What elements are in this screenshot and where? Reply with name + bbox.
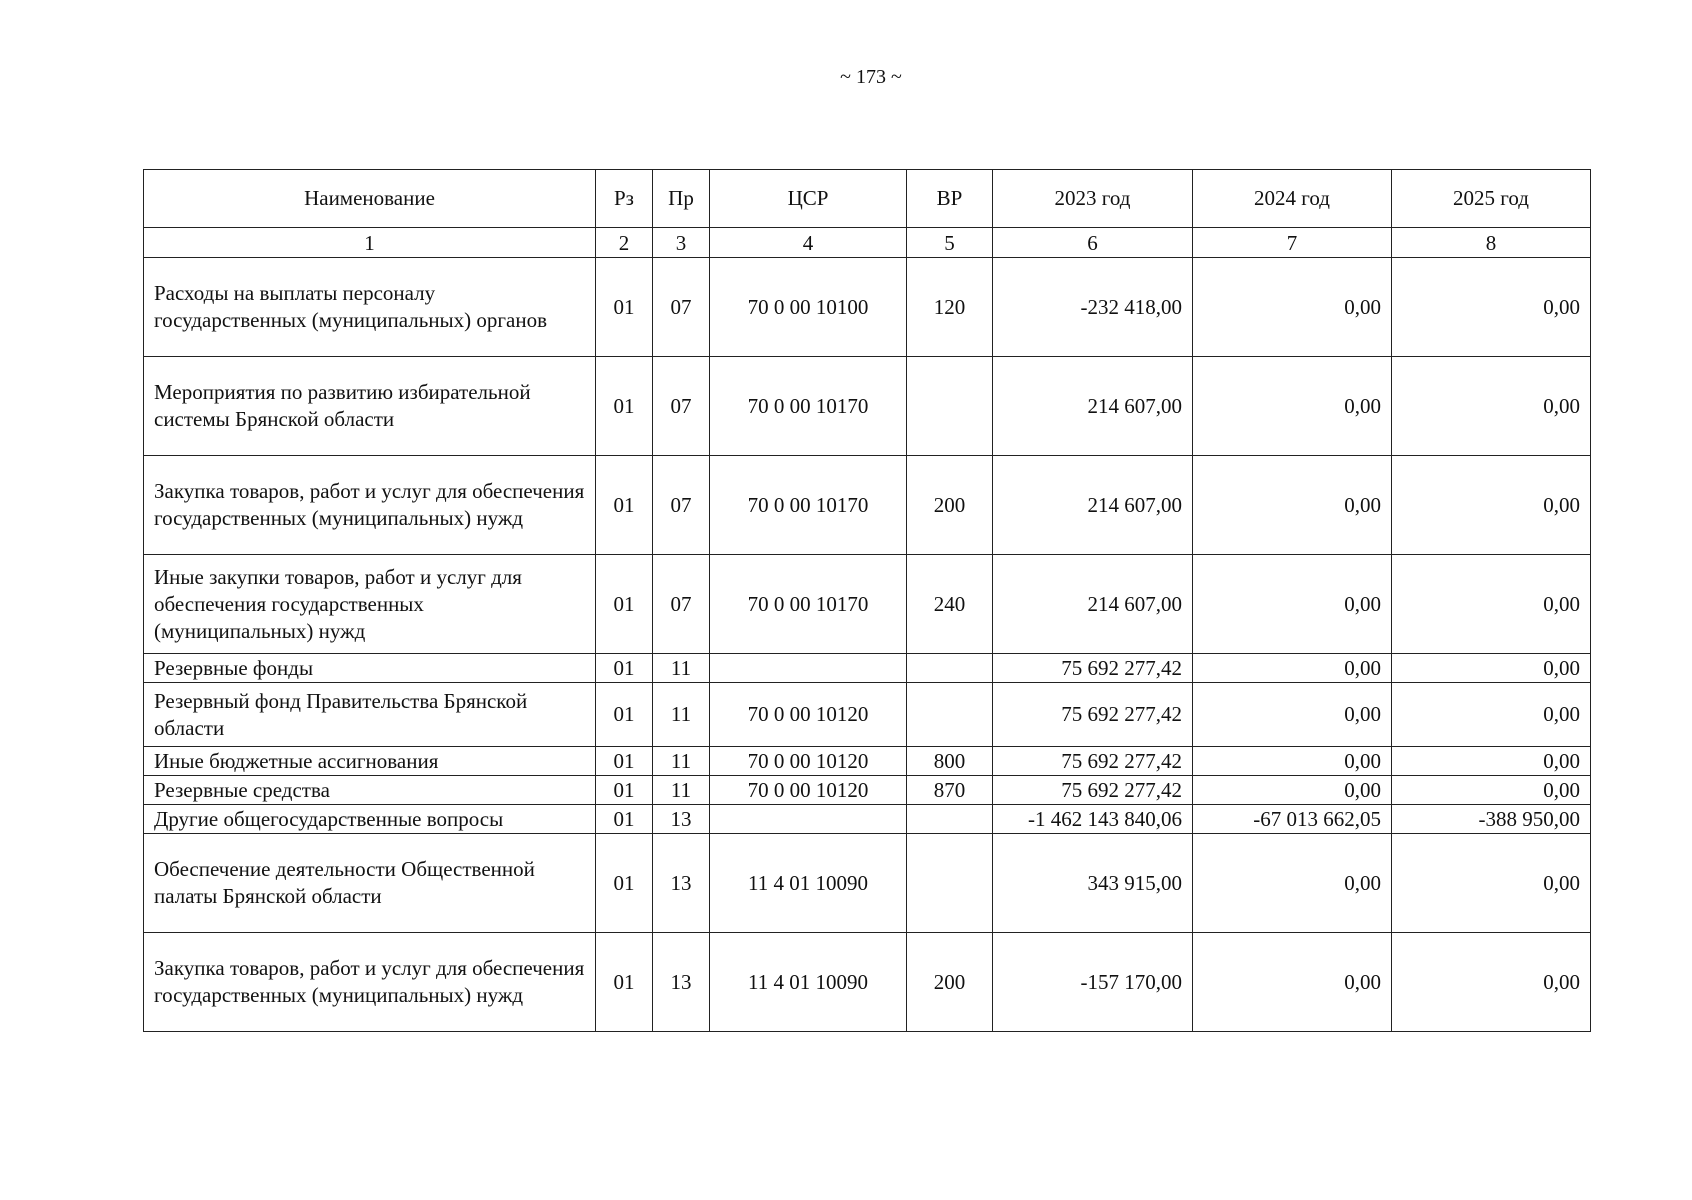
- row-2025: 0,00: [1392, 555, 1591, 654]
- row-pr: 07: [653, 258, 710, 357]
- row-pr: 13: [653, 834, 710, 933]
- row-rz: 01: [596, 555, 653, 654]
- row-2025: 0,00: [1392, 747, 1591, 776]
- row-2023: 75 692 277,42: [993, 683, 1193, 747]
- row-csr: 70 0 00 10170: [710, 357, 907, 456]
- row-name: Расходы на выплаты персоналу государственных (муниципальных) органов: [144, 258, 596, 357]
- row-2023: -157 170,00: [993, 933, 1193, 1032]
- column-number-cell: 2: [596, 228, 653, 258]
- table-row: [144, 654, 1591, 683]
- row-name: Иные закупки товаров, работ и услуг для обеспечения государственных (муниципальных) нужд: [144, 555, 596, 654]
- row-2024: 0,00: [1193, 933, 1392, 1032]
- row-2023: -232 418,00: [993, 258, 1193, 357]
- row-2024: 0,00: [1193, 747, 1392, 776]
- row-2025: 0,00: [1392, 933, 1591, 1032]
- header-cell: Рз: [596, 170, 653, 228]
- row-csr: 11 4 01 10090: [710, 933, 907, 1032]
- header-cell: 2023 год: [993, 170, 1193, 228]
- row-2025: 0,00: [1392, 776, 1591, 805]
- table-row: [144, 933, 1591, 1032]
- row-vr: [907, 357, 993, 456]
- row-2023: 75 692 277,42: [993, 747, 1193, 776]
- row-rz: 01: [596, 683, 653, 747]
- header-cell: ВР: [907, 170, 993, 228]
- row-vr: [907, 805, 993, 834]
- row-2023: 343 915,00: [993, 834, 1193, 933]
- row-vr: [907, 683, 993, 747]
- column-number-cell: 3: [653, 228, 710, 258]
- page-number: ~ 173 ~: [840, 66, 902, 88]
- row-vr: 200: [907, 933, 993, 1032]
- row-csr: 70 0 00 10120: [710, 683, 907, 747]
- row-rz: 01: [596, 933, 653, 1032]
- column-number-cell: 7: [1193, 228, 1392, 258]
- row-name: Резервный фонд Правительства Брянской области: [144, 683, 596, 747]
- row-csr: 70 0 00 10170: [710, 555, 907, 654]
- row-vr: 120: [907, 258, 993, 357]
- row-name: Иные бюджетные ассигнования: [144, 747, 596, 776]
- row-2024: 0,00: [1193, 357, 1392, 456]
- row-2025: 0,00: [1392, 834, 1591, 933]
- row-name: Закупка товаров, работ и услуг для обеспечения государственных (муниципальных) нужд: [144, 933, 596, 1032]
- row-pr: 07: [653, 456, 710, 555]
- row-pr: 13: [653, 805, 710, 834]
- row-2024: -67 013 662,05: [1193, 805, 1392, 834]
- row-2025: 0,00: [1392, 683, 1591, 747]
- column-number-cell: 5: [907, 228, 993, 258]
- row-2024: 0,00: [1193, 834, 1392, 933]
- row-vr: 870: [907, 776, 993, 805]
- row-rz: 01: [596, 654, 653, 683]
- row-vr: [907, 654, 993, 683]
- table-row: [144, 357, 1591, 456]
- row-vr: [907, 834, 993, 933]
- header-cell: ЦСР: [710, 170, 907, 228]
- header-cell: Пр: [653, 170, 710, 228]
- row-pr: 07: [653, 357, 710, 456]
- row-rz: 01: [596, 805, 653, 834]
- row-rz: 01: [596, 357, 653, 456]
- row-pr: 11: [653, 747, 710, 776]
- row-csr: 70 0 00 10100: [710, 258, 907, 357]
- row-vr: 240: [907, 555, 993, 654]
- row-name: Обеспечение деятельности Общественной палаты Брянской области: [144, 834, 596, 933]
- column-number-row: [144, 228, 1591, 258]
- row-2025: 0,00: [1392, 357, 1591, 456]
- row-pr: 11: [653, 683, 710, 747]
- header-cell: 2025 год: [1392, 170, 1591, 228]
- row-2024: 0,00: [1193, 776, 1392, 805]
- table-row: [144, 747, 1591, 776]
- row-csr: [710, 805, 907, 834]
- row-csr: 70 0 00 10170: [710, 456, 907, 555]
- row-2023: 75 692 277,42: [993, 654, 1193, 683]
- header-cell: Наименование: [144, 170, 596, 228]
- row-pr: 11: [653, 776, 710, 805]
- row-rz: 01: [596, 776, 653, 805]
- row-pr: 07: [653, 555, 710, 654]
- row-name: Резервные средства: [144, 776, 596, 805]
- row-2023: 214 607,00: [993, 456, 1193, 555]
- row-vr: 200: [907, 456, 993, 555]
- row-rz: 01: [596, 747, 653, 776]
- row-2024: 0,00: [1193, 683, 1392, 747]
- row-2023: 75 692 277,42: [993, 776, 1193, 805]
- row-csr: 70 0 00 10120: [710, 747, 907, 776]
- table-row: [144, 258, 1591, 357]
- row-pr: 11: [653, 654, 710, 683]
- row-2024: 0,00: [1193, 555, 1392, 654]
- row-vr: 800: [907, 747, 993, 776]
- table-row: [144, 456, 1591, 555]
- column-number-cell: 1: [144, 228, 596, 258]
- budget-table: [143, 169, 1591, 1032]
- row-csr: 11 4 01 10090: [710, 834, 907, 933]
- row-csr: [710, 654, 907, 683]
- row-2024: 0,00: [1193, 258, 1392, 357]
- table-row: [144, 555, 1591, 654]
- table-row: [144, 805, 1591, 834]
- column-number-cell: 4: [710, 228, 907, 258]
- row-rz: 01: [596, 834, 653, 933]
- row-name: Другие общегосударственные вопросы: [144, 805, 596, 834]
- table-row: [144, 776, 1591, 805]
- row-2024: 0,00: [1193, 456, 1392, 555]
- row-rz: 01: [596, 456, 653, 555]
- row-2025: 0,00: [1392, 654, 1591, 683]
- column-number-cell: 8: [1392, 228, 1591, 258]
- row-name: Мероприятия по развитию избирательной системы Брянской области: [144, 357, 596, 456]
- header-cell: 2024 год: [1193, 170, 1392, 228]
- table-row: [144, 683, 1591, 747]
- row-2023: 214 607,00: [993, 555, 1193, 654]
- row-2023: -1 462 143 840,06: [993, 805, 1193, 834]
- row-name: Резервные фонды: [144, 654, 596, 683]
- table-row: [144, 834, 1591, 933]
- row-pr: 13: [653, 933, 710, 1032]
- row-csr: 70 0 00 10120: [710, 776, 907, 805]
- row-rz: 01: [596, 258, 653, 357]
- table-header-row: [144, 170, 1591, 228]
- row-2024: 0,00: [1193, 654, 1392, 683]
- row-2025: 0,00: [1392, 456, 1591, 555]
- row-2023: 214 607,00: [993, 357, 1193, 456]
- column-number-cell: 6: [993, 228, 1193, 258]
- row-name: Закупка товаров, работ и услуг для обеспечения государственных (муниципальных) нужд: [144, 456, 596, 555]
- row-2025: 0,00: [1392, 258, 1591, 357]
- row-2025: -388 950,00: [1392, 805, 1591, 834]
